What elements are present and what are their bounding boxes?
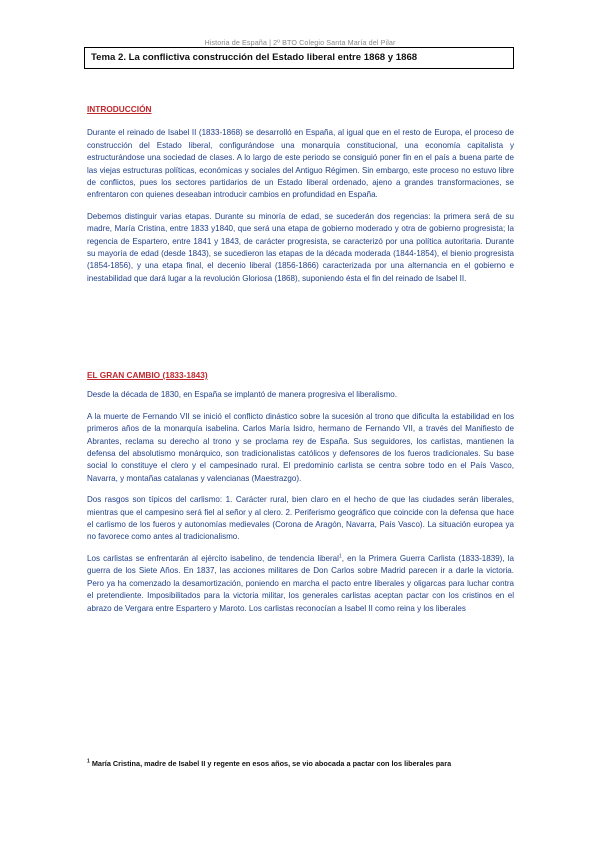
- gran-cambio-paragraph: A la muerte de Fernando VII se inició el conflicto dinástico sobre la sucesión al trono que dificulta la estabilidad en los primeros años de la monarquía isabelina. Carlos María Isidro, hermano de Fernando VII, a través del Manifiesto de Abrantes, reclama su derecho al trono y se proclama rey de España. Sus seguidores, los carlistas, mantienen la defensa del absolutismo monárquico, son tradicionalistas católicos y defensores de los fueros tradicionales. Su base social lo constituye el clero y el campesinado rural. El predominio carlista se centra sobre todo en el País Vasco, Navarra, y montañas catalanas y valencianas (Maestrazgo).: [87, 411, 514, 483]
- intro-paragraph: Debemos distinguir varias etapas. Durante su minoría de edad, se sucederán dos regencias: la primera será de su madre, María Cristina, entre 1833 y1840, que será una etapa de gobierno moderado y otra de gobierno progresista; la regencia de Espartero, entre 1841 y 1843, de carácter progresista, se caracterizó por una política autoritaria. Durante su mayoría de edad (desde 1843), se sucedieron las etapas de la década moderada (1844-1854), el bienio progresista (1854-1856), y una etapa final, el decenio liberal (1856-1866) caracterizada por una alternancia en el gobierno e inestabilidad que dará lugar a la revolución Gloriosa (1868), suponiendo ésta el fin del reinado de Isabel II.: [87, 211, 514, 283]
- gran-cambio-paragraph: Desde la década de 1830, en España se implantó de manera progresiva el liberalismo.: [87, 390, 397, 400]
- paragraph-text: , en la Primera Guerra Carlista (1833-1839), la guerra de los Siete Años. En 1837, las acciones militares de Don Carlos sobre Madrid parecen ir a darle la victoria. Pero ya ha comenzado la desamortización, poniendo en marcha el pacto entre liberales y oligarcas para luchar contra el pretendiente. Imposibilitados para la victoria militar, los generales carlistas aceptan pactar con los cristinos en el abrazo de Vergara entre Espartero y Maroto. Los carlistas reconocían a Isabel II como reina y los liberales: [87, 553, 514, 613]
- gran-cambio-paragraph: [87, 553, 514, 615]
- gran-cambio-section: [87, 369, 514, 615]
- introduction-heading: INTRODUCCIÓN: [87, 104, 152, 114]
- introduction-section: [87, 103, 514, 285]
- footnote-reference[interactable]: 1: [338, 553, 342, 560]
- footnote-text: María Cristina, madre de Isabel II y regente en esos años, se vio abocada a pactar con los liberales para: [91, 759, 452, 768]
- footnote-mark: 1: [87, 758, 90, 765]
- running-header: Historia de España | 2º BTO Colegio Santa María del Pilar: [204, 38, 396, 47]
- paragraph-text: Los carlistas se enfrentarán al ejército isabelino, de tendencia liberal: [87, 553, 339, 563]
- gran-cambio-paragraph: Dos rasgos son típicos del carlismo: 1. Carácter rural, bien claro en el hecho de que las ciudades serán liberales, mientras que el campesino será fiel al señor y al clero. 2. Periferismo geográfico que coincide con la defensa que hace el carlismo de los fueros y autonomías medievales (Corona de Aragón, Navarra, País Vasco). La situación europea ya no favorece como antes al tradicionalismo.: [87, 495, 514, 542]
- footnote: [87, 759, 527, 768]
- page-title: Tema 2. La conflictiva construcción del Estado liberal entre 1868 y 1868: [84, 47, 514, 69]
- intro-paragraph: Durante el reinado de Isabel II (1833-1868) se desarrolló en España, al igual que en el resto de Europa, el proceso de construcción del Estado liberal, configurándose una monarquía constitucional, una economía capitalista y estructurándose una sociedad de clases. A lo largo de este periodo se consiguió poner fin en el país a buena parte de las viejas estructuras políticas, económicas y sociales del Antiguo Régimen. Sin embargo, este proceso no estuvo libre de conflictos, pues los sectores partidarios de un Estado liberal ordenado, ajeno a grandes transformaciones, se enfrentaron con quienes deseaban introducir cambios en profundidad en España.: [87, 128, 514, 200]
- gran-cambio-heading: EL GRAN CAMBIO (1833-1843): [87, 370, 208, 380]
